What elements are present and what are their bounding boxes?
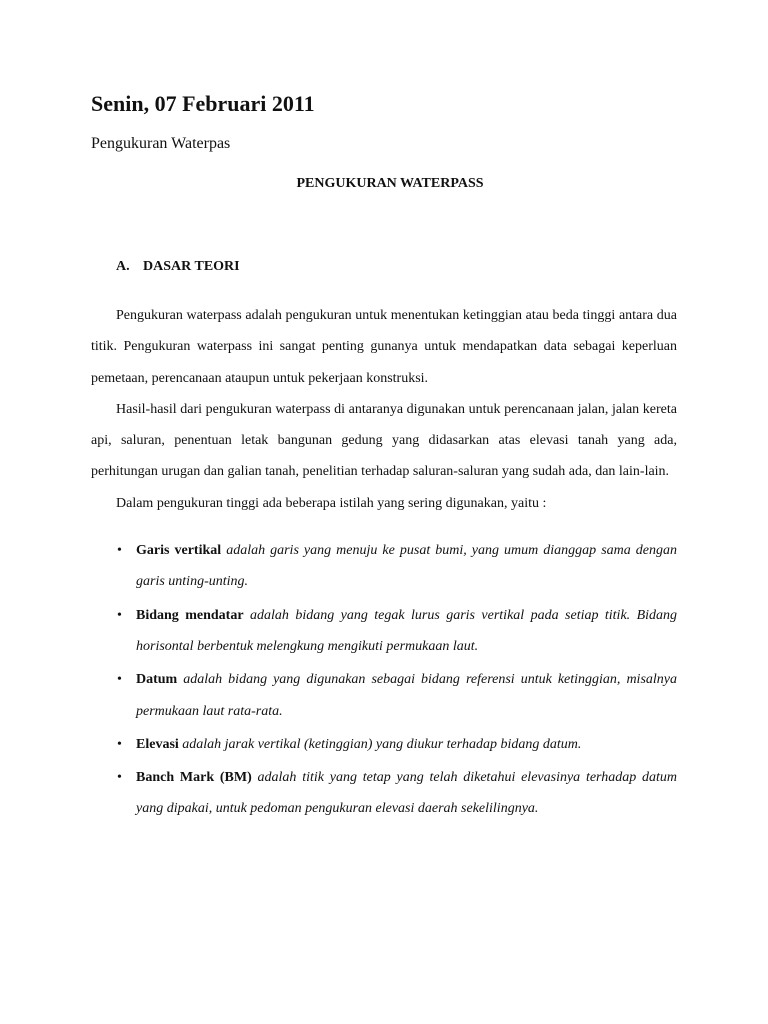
paragraph-usage: Hasil-hasil dari pengukuran waterpass di antaranya digunakan untuk perencanaan jalan, jalan kereta api, saluran, penentuan letak bangunan gedung yang didasarkan atas elevasi tanah yang ada, perhitungan urugan dan galian tanah, penelitian terhadap saluran-saluran yang sudah ada, dan lain-lain. bbox=[91, 401, 677, 480]
document-title: PENGUKURAN WATERPASS bbox=[296, 176, 484, 191]
term-definition: adalah bidang yang tegak lurus garis vertikal pada setiap titik. Bidang horisontal berbentuk melengkung mengikuti permukaan laut. bbox=[136, 607, 678, 654]
term-name: Elevasi bbox=[136, 736, 179, 752]
terms-list bbox=[91, 535, 677, 825]
list-item bbox=[91, 729, 677, 760]
term-definition: adalah garis yang menuju ke pusat bumi, yang umum dianggap sama dengan garis unting-unting. bbox=[136, 543, 678, 590]
term-name: Banch Mark (BM) bbox=[136, 770, 252, 786]
list-item bbox=[91, 762, 677, 825]
section-number: A. bbox=[116, 259, 130, 274]
list-item bbox=[91, 535, 677, 598]
list-item bbox=[91, 600, 677, 663]
section-heading bbox=[116, 257, 240, 277]
list-item bbox=[91, 664, 677, 727]
paragraph-definition: Pengukuran waterpass adalah pengukuran untuk menentukan ketinggian atau beda tinggi antara dua titik. Pengukuran waterpass ini sangat penting gunanya untuk mendapatkan data sebagai keperluan pemetaan, perencanaan ataupun untuk pekerjaan konstruksi. bbox=[91, 308, 677, 386]
term-definition: adalah bidang yang digunakan sebagai bidang referensi untuk ketinggian, misalnya permukaan laut rata-rata. bbox=[136, 672, 677, 719]
bullet-icon: • bbox=[117, 672, 122, 688]
document-body bbox=[91, 300, 677, 827]
blog-post-title: Pengukuran Waterpas bbox=[91, 135, 231, 152]
term-definition: adalah jarak vertikal (ketinggian) yang diukur terhadap bidang datum. bbox=[182, 736, 582, 752]
term-name: Bidang mendatar bbox=[136, 607, 244, 623]
term-name: Garis vertikal bbox=[136, 543, 222, 559]
paragraph-terms-intro: Dalam pengukuran tinggi ada beberapa istilah yang sering digunakan, yaitu : bbox=[116, 495, 547, 511]
term-definition: adalah titik yang tetap yang telah diketahui elevasinya terhadap datum yang dipakai, untuk pedoman pengukuran elevasi daerah sekelilingnya. bbox=[136, 770, 678, 817]
section-title: DASAR TEORI bbox=[143, 259, 240, 274]
bullet-icon: • bbox=[117, 770, 122, 786]
bullet-icon: • bbox=[117, 607, 122, 623]
bullet-icon: • bbox=[117, 736, 122, 752]
blog-post-date: Senin, 07 Februari 2011 bbox=[91, 91, 315, 116]
bullet-icon: • bbox=[117, 543, 122, 559]
term-name: Datum bbox=[136, 672, 178, 688]
